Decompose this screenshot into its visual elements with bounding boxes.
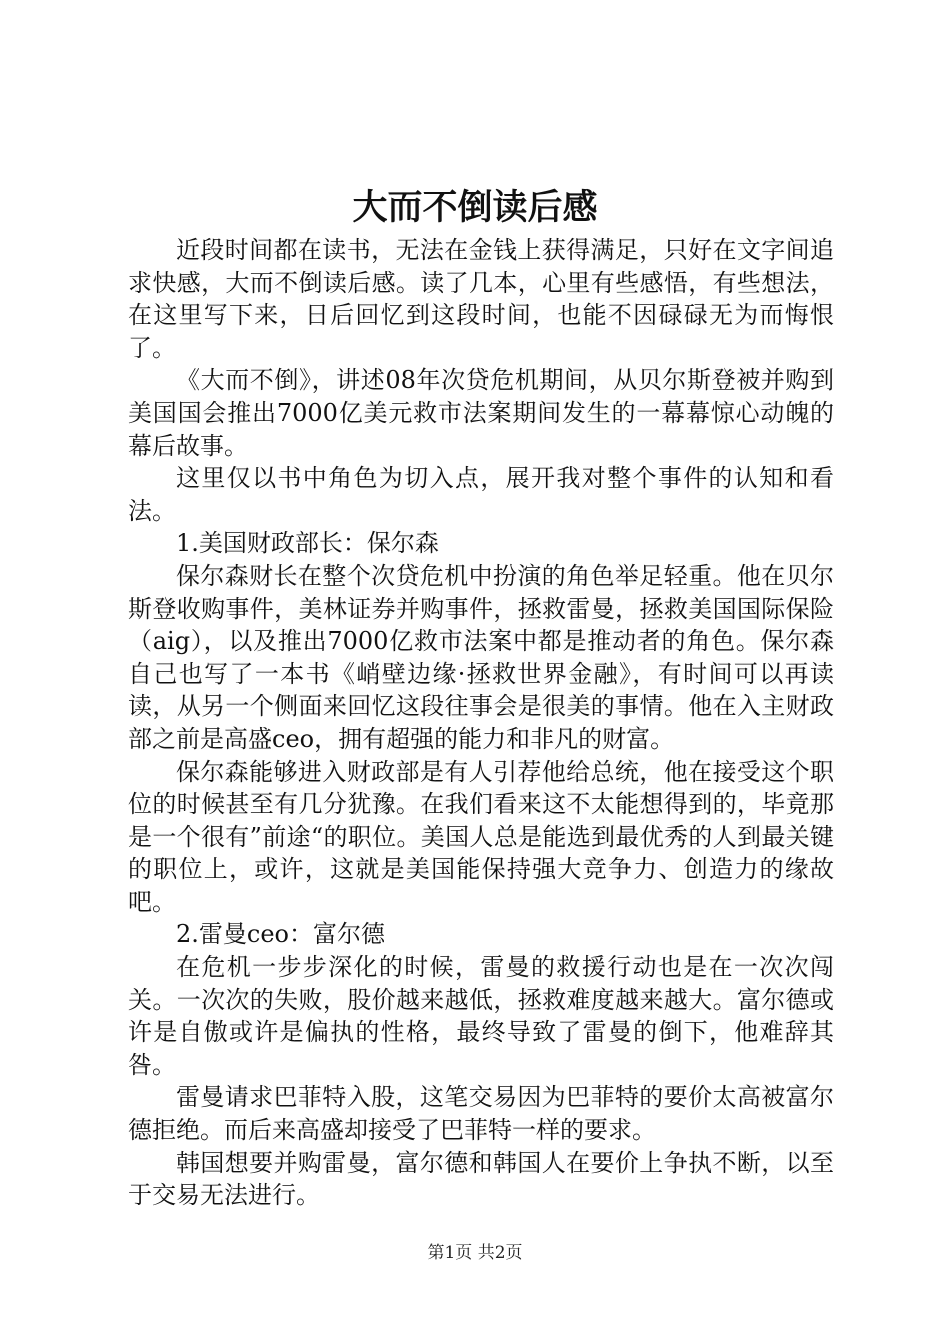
paragraph: 保尔森能够进入财政部是有人引荐他给总统，他在接受这个职位的时候甚至有几分犹豫。在我们看来这不太能想得到的，毕竟那是一个很有”前途“的职位。美国人总是能选到最优秀的人到最关键的职位上，或许，这就是美国能保持强大竞争力、创造力的缘故吧。 [128,757,834,916]
paragraph: 韩国想要并购雷曼，富尔德和韩国人在要价上争执不断，以至于交易无法进行。 [128,1148,834,1210]
document-title: 大而不倒读后感 [352,188,598,228]
paragraph: 雷曼请求巴菲特入股，这笔交易因为巴菲特的要价太高被富尔德拒绝。而后来高盛却接受了巴菲特一样的要求。 [128,1083,834,1145]
paragraph: 这里仅以书中角色为切入点，展开我对整个事件的认知和看法。 [128,464,834,525]
paragraph: 保尔森财长在整个次贷危机中扮演的角色举足轻重。他在贝尔斯登收购事件，美林证券并购事件，拯救雷曼，拯救美国国际保险（aig），以及推出7000亿救市法案中都是推动者的角色。保尔森自己也写了一本书《峭壁边缘·拯救世界金融》，有时间可以再读读，从另一个侧面来回忆这段往事会是很美的事情。他在入主财政部之前是高盛ceo，拥有超强的能力和非凡的财富。 [128,561,834,753]
paragraph: 近段时间都在读书，无法在金钱上获得满足，只好在文字间追求快感，大而不倒读后感。读了几本，心里有些感悟，有些想法，在这里写下来，日后回忆到这段时间，也能不因碌碌无为而悔恨了。 [128,236,834,362]
page-number: 第1页 [427,1243,473,1263]
section-heading: 2.雷曼ceo：富尔德 [176,920,385,949]
paragraph: 《大而不倒》，讲述08年次贷危机期间，从贝尔斯登被并购到美国国会推出7000亿美元救市法案期间发生的一幕幕惊心动魄的幕后故事。 [128,366,834,460]
paragraph: 在危机一步步深化的时候，雷曼的救援行动也是在一次次闯关。一次次的失败，股价越来越低，拯救难度越来越大。富尔德或许是自傲或许是偏执的性格，最终导致了雷曼的倒下，他难辞其咎。 [128,953,834,1079]
page-total: 共2页 [477,1243,523,1263]
document-body [128,234,834,1212]
page-footer [0,1241,950,1265]
section-heading: 1.美国财政部长：保尔森 [176,529,439,558]
